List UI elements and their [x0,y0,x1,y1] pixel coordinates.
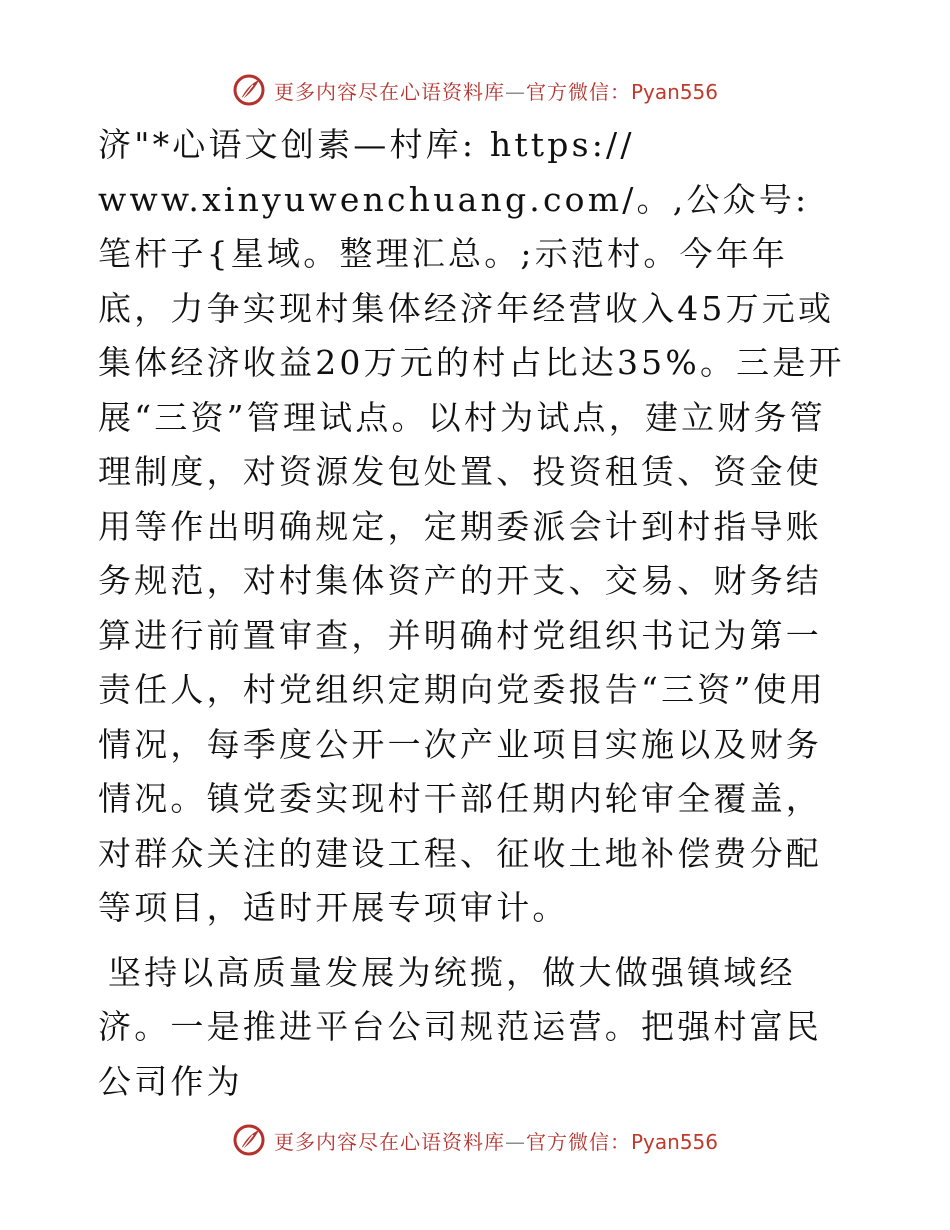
body-paragraph-2: 坚持以高质量发展为统揽，做大做强镇域经济。一是推进平台公司规范运营。把强村富民公司作为 [98,952,822,1101]
banner-text [274,1126,718,1155]
banner-wechat-label: 官方微信： [525,79,631,104]
quill-logo-icon [232,73,266,107]
footer-banner [0,1120,950,1160]
banner-slogan: 更多内容尽在心语资料库 [273,79,505,104]
banner-wechat-id: Pyan556 [630,79,718,104]
banner-slogan: 更多内容尽在心语资料库 [273,1129,505,1154]
banner-separator: — [504,79,526,104]
banner-text [274,76,718,105]
banner-wechat-id: Pyan556 [630,1129,718,1154]
header-banner [0,70,950,110]
banner-wechat-label: 官方微信： [525,1129,631,1154]
body-paragraph-1: 济"*心语文创素—村库: https:// www.xinyuwenchuang.com/。,公众号: 笔杆子{星域。整理汇总。;示范村。今年年底，力争实现村集体经济年经营收入45万元或集体经济收益20万元的村占比达35%。三是开展“三资”管理试点。以村为试点，建立财务管理制度，对资源发包处置、投资租赁、资金使用等作出明确规定，定期委派会计到村指导账务规范，对村集体资产的开支、交易、财务结算进行前置审查，并明确村党组织书记为第一责任人，村党组织定期向党委报告“三资”使用情况，每季度公开一次产业项目实施以及财务情况。镇党委实现村干部任期内轮审全覆盖，对群众关注的建设工程、征收土地补偿费分配等项目，适时开展专项审计。 [98,125,845,927]
document-body [98,118,858,1109]
quill-logo-icon [232,1123,266,1157]
banner-separator: — [504,1129,526,1154]
